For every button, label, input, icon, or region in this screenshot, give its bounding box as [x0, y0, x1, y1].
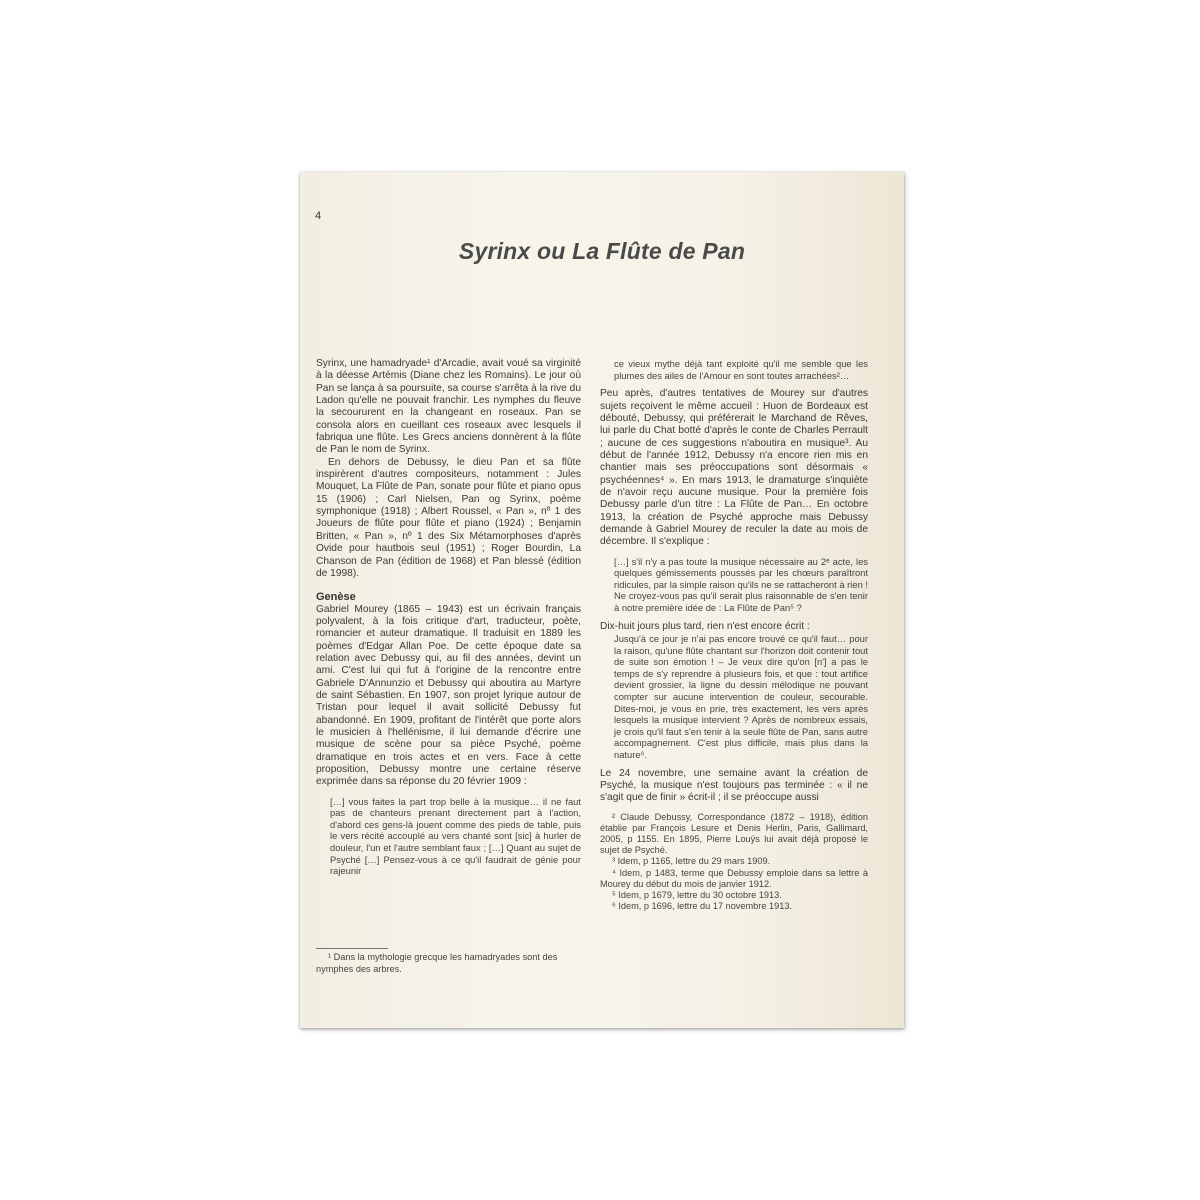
left-column: [316, 358, 581, 877]
composers-paragraph: En dehors de Debussy, le dieu Pan et sa flûte inspirèrent d'autres compositeurs, notamment : Jules Mouquet, La Flûte de Pan, sonate pour flûte et piano opus 15 (1906) ; Carl Nielsen, Pan og Syrinx, poème symphonique (1918) ; Albert Roussel, « Pan », nº 1 des Joueurs de flûte pour flûte et piano (1924) ; Benjamin Britten, « Pan », nº 1 des Six Métamorphoses d'après Ovide pour hautbois seul (1951) ; Roger Bourdin, La Chanson de Pan (édition de 1968) et Pan blessé (édition de 1998).: [316, 456, 581, 579]
spacer: [316, 789, 581, 796]
footnote-6: ⁶ Idem, p 1696, lettre du 17 novembre 1913.: [612, 901, 792, 912]
right-column: [600, 358, 868, 912]
november-paragraph: Le 24 novembre, une semaine avant la création de Psyché, la musique n'est toujours pas terminée : « il ne s'agit que de finir » écrit-il ; il se préoccupe aussi: [600, 767, 868, 804]
quote-letter-1909-continued: ce vieux mythe déjà tant exploité qu'il me semble que les plumes des ailes de l'Amour en sont toutes arrachées²…: [614, 358, 868, 381]
page-number: 4: [315, 210, 322, 222]
book-page: [300, 172, 904, 1028]
footnote-5: ⁵ Idem, p 1679, lettre du 30 octobre 1913.: [612, 889, 782, 900]
footnote-4: ⁴ Idem, p 1483, terme que Debussy emploie dans sa lettre à Mourey du début du mois de janvier 1912.: [600, 867, 868, 889]
genesis-paragraph: Gabriel Mourey (1865 – 1943) est un écrivain français polyvalent, à la fois critique d'art, traducteur, poète, romancier et auteur dramatique. Il traduisit en 1889 les poèmes d'Edgar Allan Poe. De cette époque date sa relation avec Debussy qui, au fil des années, devint un ami. C'est lui qui fut à l'origine de la rencontre entre Gabriele D'Annunzio et Debussy qui aboutira au Martyre de saint Sébastien. En 1907, son projet lyrique autour de Tristan pour lequel il avait sollicité Debussy fut abandonné. En 1909, profitant de l'intérêt que porte alors le musicien à l'hellénisme, il lui demande d'écrire une musique de scène pour sa pièce Psyché, poème dramatique en trois actes et en vers. Face à cette proposition, Debussy montre une certaine réserve exprimée dans sa réponse du 20 février 1909 :: [316, 603, 581, 788]
footnote-3: ³ Idem, p 1165, lettre du 29 mars 1909.: [612, 856, 771, 867]
spacer: [600, 549, 868, 556]
footnote-2: ² Claude Debussy, Correspondance (1872 – 1918), édition établie par François Lesure et Denis Herlin, Paris, Gallimard, 2005, p 1155. En 1895, Pierre Louÿs lui avait déjà proposé le sujet de Psyché.: [600, 811, 868, 856]
spacer: [600, 381, 868, 388]
footnote-rule: [316, 948, 388, 949]
eighteen-days-paragraph: Dix-huit jours plus tard, rien n'est encore écrit :: [600, 620, 810, 632]
footnote-1: ¹ Dans la mythologie grecque les hamadryades sont des nymphes des arbres.: [316, 952, 558, 974]
quote-letter-1909: […] vous faites la part trop belle à la musique… il ne faut pas de chanteurs prenant directement part à l'action, d'abord ces gens-là jouent comme des pieds de table, puis le vers récité accouplé au vers chanté sont [sic] à hurler de douleur, l'un et l'autre semblant faux ; […] Quant au sujet de Psyché […] Pensez-vous à ce qu'il faudrait de génie pour rajeunir: [330, 795, 581, 877]
page-title: Syrinx ou La Flûte de Pan: [458, 238, 746, 264]
spacer: [600, 805, 868, 812]
spacer: [600, 614, 868, 621]
quote-letter-october: […] s'il n'y a pas toute la musique nécessaire au 2ᵉ acte, les quelques gémissements poussés par les chœurs paraîtront ridicules, par la simple raison qu'ils ne se rattacheront à rien ! Ne croyez-vous pas qu'il serait plus raisonnable de s'en tenir à notre première idée de : La Flûte de Pan⁵ ?: [614, 555, 868, 614]
attempts-paragraph: Peu après, d'autres tentatives de Mourey sur d'autres sujets reçoivent le même accueil : Huon de Bordeaux est débouté, Debussy, qui préférerait le Marchand de Rêves, lui parle du Chat botté d'après le conte de Charles Perrault ; aucune de ces suggestions n'aboutira en musique³. Au début de l'année 1912, Debussy n'a encore rien mis en chantier mais ses préoccupations sont désormais « psychéennes⁴ ». En mars 1913, le dramaturge s'inquiète de n'avoir reçu aucune musique. Pour la première fois Debussy parle d'un titre : La Flûte de Pan… En octobre 1913, la création de Psyché approche mais Debussy demande à Gabriel Mourey de reculer la date au mois de décembre. Il s'explique :: [600, 388, 868, 548]
spacer: [600, 761, 868, 768]
section-heading-genese: Genèse: [316, 591, 356, 604]
quote-letter-november: Jusqu'à ce jour je n'ai pas encore trouvé ce qu'il faut… pour la raison, qu'une flûte chantant sur l'horizon doit contenir tout de suite son émotion ! – Je veux dire qu'on [n'] a pas le temps de s'y reprendre à plusieurs fois, et que : tout artifice devient grossier, la ligne du dessin mélodique ne pouvant compter sur aucune intervention de couleur, secourable. Dites-moi, je vous en prie, très exactement, les vers après lesquels la musique intervient ? Après de nombreux essais, je crois qu'il faut s'en tenir à la seule flûte de Pan, sans autre accompagnement. C'est plus difficile, mais plus dans la nature⁶.: [614, 632, 868, 760]
intro-paragraph: Syrinx, une hamadryade¹ d'Arcadie, avait voué sa virginité à la déesse Artémis (Diane chez les Romains). Le jour où Pan se lança à sa poursuite, sa course s'arrêta à la rive du Ladon qu'elle ne pouvait franchir. Les nymphes du fleuve la secoururent en la changeant en roseaux. Pan se consola alors en cueillant ces roseaux avec lesquels il fabriqua une flûte. Les Grecs anciens donnèrent à la flûte de Pan le nom de Syrinx.: [316, 358, 581, 456]
